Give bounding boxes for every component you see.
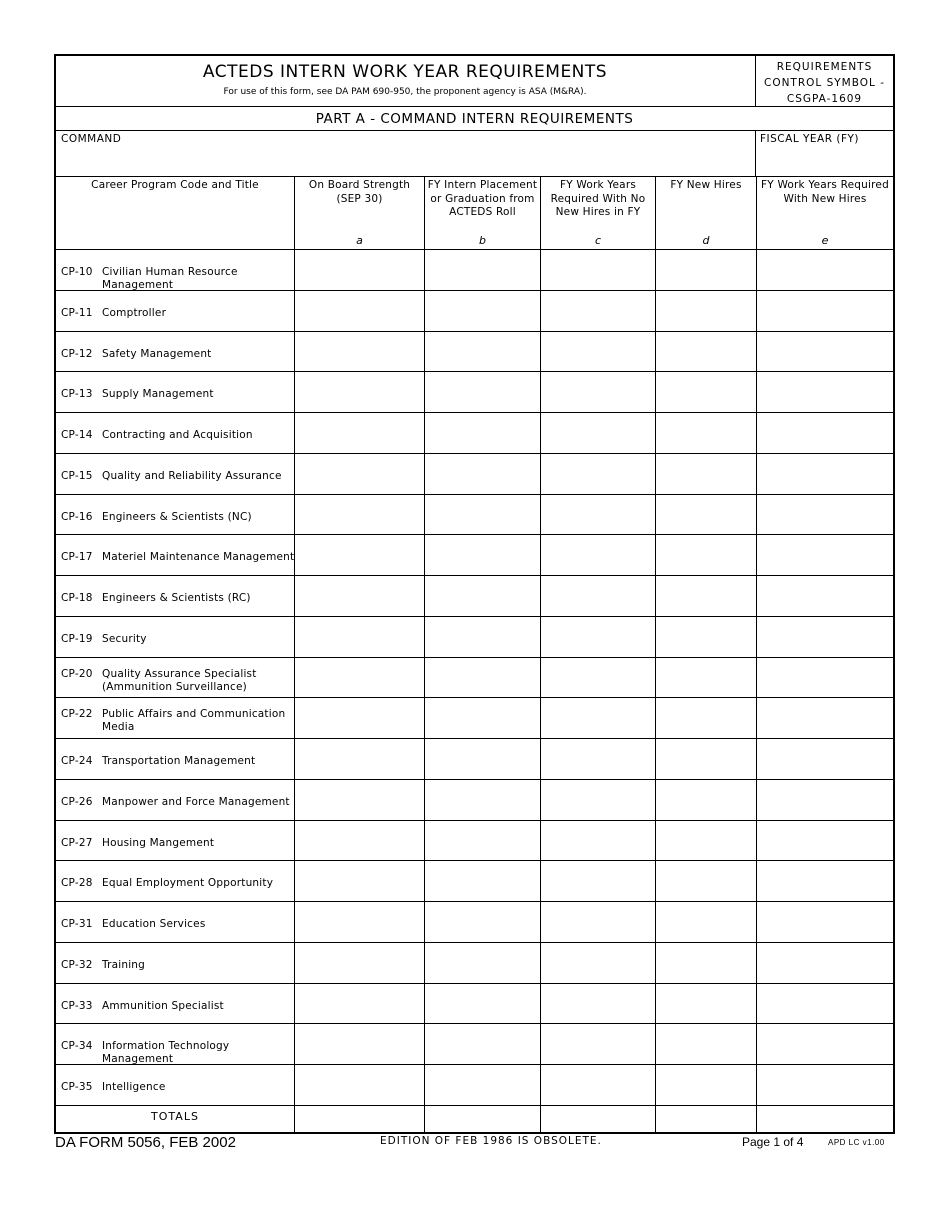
entry-field-c[interactable] [541, 495, 655, 535]
program-title: Transportation Management [102, 755, 256, 767]
entry-field-c[interactable] [541, 861, 655, 901]
col-header-intern-placement: FY Intern Placement or Graduation from ACTEDS Roll [427, 179, 538, 218]
entry-field-c[interactable] [541, 617, 655, 657]
total-field-c[interactable] [541, 1104, 655, 1132]
entry-field-b[interactable] [425, 617, 540, 657]
entry-field-b[interactable] [425, 413, 540, 453]
entry-field-a[interactable] [295, 984, 424, 1024]
program-code: CP-20 [61, 667, 93, 680]
entry-field-c[interactable] [541, 658, 655, 698]
program-code: CP-32 [61, 958, 93, 971]
entry-field-d[interactable] [656, 1065, 756, 1105]
entry-field-e[interactable] [757, 332, 893, 372]
program-title: Contracting and Acquisition [102, 429, 253, 441]
requirements-control-symbol [756, 59, 893, 107]
entry-field-d[interactable] [656, 454, 756, 494]
entry-field-a[interactable] [295, 821, 424, 861]
program-code: CP-17 [61, 551, 93, 564]
entry-field-d[interactable] [656, 698, 756, 738]
program-title: Public Affairs and Communication Media [102, 708, 286, 734]
entry-field-d[interactable] [656, 943, 756, 983]
entry-field-e[interactable] [757, 984, 893, 1024]
col-letter-c: c [594, 234, 602, 247]
col-header-work-years-no-hires: FY Work Years Required With No New Hires in FY [550, 179, 646, 218]
program-title: Information Technology Management [102, 1040, 230, 1066]
entry-field-d[interactable] [656, 372, 756, 412]
entry-field-d[interactable] [656, 780, 756, 820]
entry-field-a[interactable] [295, 902, 424, 942]
program-title: Engineers & Scientists (NC) [102, 510, 252, 523]
entry-field-c[interactable] [541, 943, 655, 983]
entry-field-a[interactable] [295, 413, 424, 453]
page-indicator: Page 1 of 4 [742, 1135, 804, 1149]
program-code: CP-31 [61, 918, 93, 930]
entry-field-b[interactable] [425, 454, 540, 494]
entry-field-d[interactable] [656, 291, 756, 331]
entry-field-d[interactable] [656, 658, 756, 698]
entry-field-e[interactable] [757, 658, 893, 698]
entry-field-e[interactable] [757, 495, 893, 535]
col-letter-a: a [356, 234, 363, 247]
program-title: Education Services [102, 918, 206, 930]
program-code: CP-28 [61, 877, 93, 890]
program-code: CP-10 [61, 266, 93, 278]
entry-field-b[interactable] [425, 739, 540, 779]
divider [56, 106, 893, 107]
entry-field-e[interactable] [757, 698, 893, 738]
program-title: Ammunition Specialist [102, 999, 224, 1012]
entry-field-a[interactable] [295, 535, 424, 575]
entry-field-d[interactable] [656, 984, 756, 1024]
program-code: CP-35 [61, 1081, 93, 1093]
entry-field-c[interactable] [541, 332, 655, 372]
program-title: Housing Mangement [102, 836, 215, 849]
version-label: APD LC v1.00 [828, 1138, 885, 1147]
program-code: CP-27 [61, 836, 93, 849]
divider [56, 176, 893, 177]
program-code: CP-24 [61, 755, 93, 767]
program-title: Safety Management [102, 347, 212, 360]
entry-field-a[interactable] [295, 495, 424, 535]
entry-field-b[interactable] [425, 902, 540, 942]
entry-field-b[interactable] [425, 1024, 540, 1064]
entry-field-a[interactable] [295, 576, 424, 616]
form-title: ACTEDS INTERN WORK YEAR REQUIREMENTS [202, 62, 608, 82]
program-title: Quality and Reliability Assurance [102, 469, 282, 482]
entry-field-b[interactable] [425, 658, 540, 698]
col-letter-d: d [702, 234, 710, 247]
entry-field-b[interactable] [425, 495, 540, 535]
entry-field-e[interactable] [757, 902, 893, 942]
program-code: CP-15 [61, 469, 93, 482]
entry-field-b[interactable] [425, 576, 540, 616]
entry-field-d[interactable] [656, 1024, 756, 1064]
entry-field-a[interactable] [295, 291, 424, 331]
entry-field-e[interactable] [757, 291, 893, 331]
program-code: CP-22 [61, 708, 93, 721]
entry-field-d[interactable] [656, 739, 756, 779]
entry-field-c[interactable] [541, 739, 655, 779]
entry-field-c[interactable] [541, 372, 655, 412]
rcs-line-1: REQUIREMENTS [776, 61, 873, 73]
entry-field-e[interactable] [757, 780, 893, 820]
program-title: Materiel Maintenance Management [102, 551, 295, 564]
program-title: Intelligence [102, 1081, 166, 1093]
entry-field-a[interactable] [295, 943, 424, 983]
program-code: CP-19 [61, 632, 93, 645]
entry-field-c[interactable] [541, 821, 655, 861]
edition-note: EDITION OF FEB 1986 IS OBSOLETE. [380, 1135, 602, 1147]
entry-field-b[interactable] [425, 780, 540, 820]
total-field-b[interactable] [425, 1104, 540, 1132]
entry-field-e[interactable] [757, 413, 893, 453]
program-code: CP-16 [61, 510, 93, 523]
entry-field-d[interactable] [656, 821, 756, 861]
part-a-title: PART A - COMMAND INTERN REQUIREMENTS [315, 111, 634, 127]
entry-field-d[interactable] [656, 535, 756, 575]
program-code: CP-18 [61, 592, 93, 604]
fiscal-year-label: FISCAL YEAR (FY) [760, 133, 860, 145]
entry-field-d[interactable] [656, 902, 756, 942]
form-number: DA FORM 5056, FEB 2002 [55, 1134, 236, 1151]
entry-field-e[interactable] [757, 1024, 893, 1064]
col-letter-b: b [479, 234, 486, 247]
entry-field-b[interactable] [425, 250, 540, 290]
col-header-work-years-new-hires: FY Work Years Required With New Hires [761, 179, 889, 205]
entry-field-a[interactable] [295, 658, 424, 698]
divider [56, 130, 893, 131]
col-header-on-board-strength: On Board Strength (SEP 30) [308, 179, 411, 205]
rcs-line-2: CONTROL SYMBOL - [763, 77, 885, 89]
entry-field-b[interactable] [425, 1065, 540, 1105]
program-title: Training [102, 958, 146, 971]
program-title: Quality Assurance Specialist (Ammunition Surveillance) [102, 667, 257, 693]
entry-field-d[interactable] [656, 413, 756, 453]
entry-field-e[interactable] [757, 576, 893, 616]
entry-field-e[interactable] [757, 943, 893, 983]
entry-field-e[interactable] [757, 250, 893, 290]
entry-field-b[interactable] [425, 984, 540, 1024]
command-field[interactable] [56, 146, 755, 176]
program-title: Manpower and Force Management [102, 795, 290, 808]
col-header-new-hires: FY New Hires [670, 179, 742, 191]
program-code: CP-14 [61, 429, 93, 441]
entry-field-a[interactable] [295, 1065, 424, 1105]
entry-field-a[interactable] [295, 861, 424, 901]
entry-field-b[interactable] [425, 332, 540, 372]
program-code: CP-13 [61, 388, 93, 401]
entry-field-b[interactable] [425, 821, 540, 861]
entry-field-d[interactable] [656, 576, 756, 616]
program-title: Engineers & Scientists (RC) [102, 592, 251, 604]
entry-field-e[interactable] [757, 454, 893, 494]
entry-field-e[interactable] [757, 861, 893, 901]
entry-field-c[interactable] [541, 780, 655, 820]
program-title: Equal Employment Opportunity [102, 877, 274, 890]
program-code: CP-33 [61, 999, 93, 1012]
program-code: CP-12 [61, 347, 93, 360]
col-letter-e: e [821, 234, 829, 247]
entry-field-d[interactable] [656, 332, 756, 372]
entry-field-d[interactable] [656, 495, 756, 535]
entry-field-c[interactable] [541, 1065, 655, 1105]
col-header-career-program: Career Program Code and Title [91, 179, 259, 191]
entry-field-a[interactable] [295, 780, 424, 820]
total-field-e[interactable] [757, 1104, 893, 1132]
entry-field-c[interactable] [541, 291, 655, 331]
entry-field-a[interactable] [295, 250, 424, 290]
entry-field-c[interactable] [541, 413, 655, 453]
rcs-line-3: CSGPA-1609 [786, 93, 863, 105]
entry-field-d[interactable] [656, 617, 756, 657]
entry-field-b[interactable] [425, 535, 540, 575]
program-title: Security [102, 632, 147, 645]
entry-field-e[interactable] [757, 535, 893, 575]
entry-field-d[interactable] [656, 250, 756, 290]
program-code: CP-34 [61, 1040, 93, 1053]
entry-field-e[interactable] [757, 1065, 893, 1105]
form-subtitle: For use of this form, see DA PAM 690-950, the proponent agency is ASA (M&RA). [223, 87, 587, 97]
command-label: COMMAND [61, 133, 122, 145]
total-field-d[interactable] [656, 1104, 756, 1132]
program-title: Comptroller [102, 306, 167, 319]
entry-field-b[interactable] [425, 943, 540, 983]
program-title: Civilian Human Resource Management [102, 266, 238, 291]
entry-field-c[interactable] [541, 1024, 655, 1064]
entry-field-a[interactable] [295, 454, 424, 494]
entry-field-a[interactable] [295, 739, 424, 779]
total-field-a[interactable] [295, 1104, 424, 1132]
entry-field-a[interactable] [295, 617, 424, 657]
entry-field-a[interactable] [295, 372, 424, 412]
form-frame [54, 54, 895, 1134]
entry-field-e[interactable] [757, 821, 893, 861]
entry-field-a[interactable] [295, 698, 424, 738]
entry-field-c[interactable] [541, 576, 655, 616]
fiscal-year-field[interactable] [756, 146, 893, 176]
program-title: Supply Management [102, 388, 214, 401]
entry-field-a[interactable] [295, 332, 424, 372]
entry-field-c[interactable] [541, 454, 655, 494]
entry-field-c[interactable] [541, 250, 655, 290]
program-code: CP-11 [61, 306, 93, 319]
entry-field-b[interactable] [425, 291, 540, 331]
entry-field-b[interactable] [425, 861, 540, 901]
program-code: CP-26 [61, 795, 93, 808]
totals-label: TOTALS [151, 1110, 199, 1123]
entry-field-c[interactable] [541, 902, 655, 942]
entry-field-c[interactable] [541, 698, 655, 738]
entry-field-b[interactable] [425, 372, 540, 412]
entry-field-e[interactable] [757, 617, 893, 657]
entry-field-e[interactable] [757, 739, 893, 779]
entry-field-c[interactable] [541, 535, 655, 575]
entry-field-d[interactable] [656, 861, 756, 901]
entry-field-c[interactable] [541, 984, 655, 1024]
entry-field-b[interactable] [425, 698, 540, 738]
entry-field-a[interactable] [295, 1024, 424, 1064]
entry-field-e[interactable] [757, 372, 893, 412]
